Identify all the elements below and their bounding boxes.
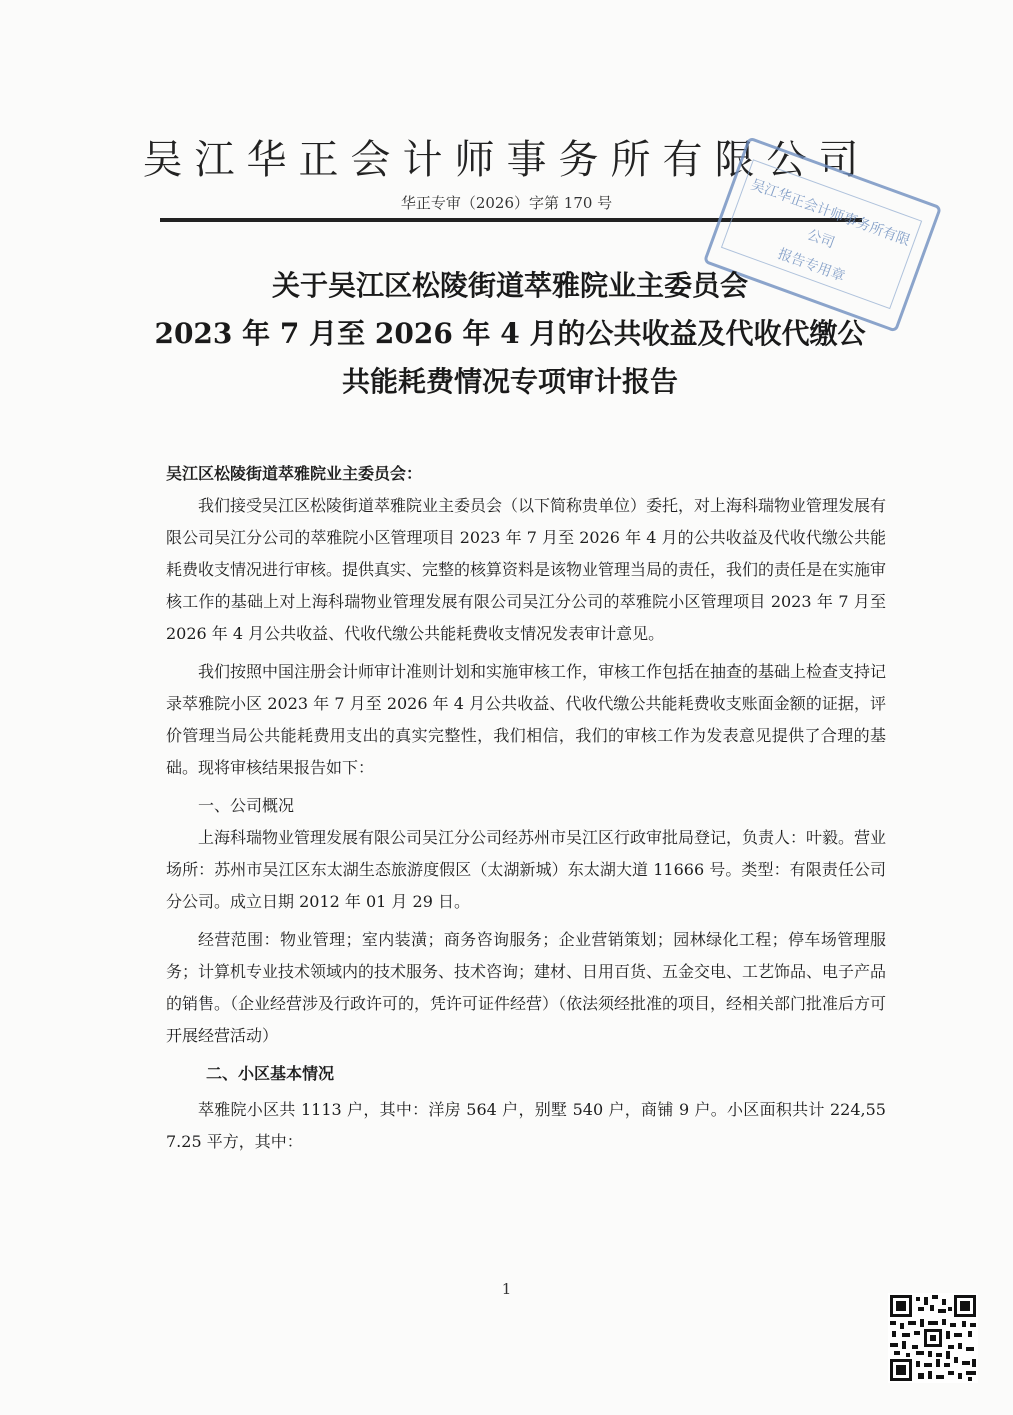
paragraph-audit-scope: 我们按照中国注册会计师审计准则计划和实施审核工作，审核工作包括在抽查的基础上检查支持记录萃雅院小区 2023 年 7 月至 2026 年 4 月公共收益、代收代缴公共能耗费收支账面金额的证据，评价管理当局公共能耗费用支出的真实完整性，我们相信，我们的审核工作为发表意见提供了合理的基础。现将审核结果报告如下： [166, 662, 887, 777]
title-line-2: 2023 年 7 月至 2026 年 4 月的公共收益及代收代缴公 [154, 317, 866, 350]
paragraph-engagement: 我们接受吴江区松陵街道萃雅院业主委员会（以下简称贵单位）委托，对上海科瑞物业管理发展有限公司吴江分公司的萃雅院小区管理项目 2023 年 7 月至 2026 年 4 月的公共收益及代收代缴公共能耗费收支情况进行审核。提供真实、完整的核算资料是该物业管理当局的责任，我们的责任是在实施审核工作的基础上对上海科瑞物业管理发展有限公司吴江分公司的萃雅院小区管理项目 2023 年 7 月至 2026 年 4 月公共收益、代收代缴公共能耗费收支情况发表审计意见。 [166, 496, 887, 643]
qr-code-icon [888, 1293, 978, 1383]
paragraph-community-stats: 萃雅院小区共 1113 户，其中：洋房 564 户，别墅 540 户，商铺 9 户。小区面积共计 224,557.25 平方，其中： [166, 1100, 886, 1151]
report-number: 华正专审（2026）字第 170 号 [400, 194, 613, 212]
title-line-3: 共能耗费情况专项审计报告 [341, 365, 678, 398]
report-title [150, 262, 870, 406]
paragraph-business-scope: 经营范围：物业管理；室内装潢；商务咨询服务；企业营销策划；园林绿化工程；停车场管理服务；计算机专业技术领域内的技术服务、技术咨询；建材、日用百货、五金交电、工艺饰品、电子产品的销售。（企业经营涉及行政许可的，凭许可证件经营）（依法须经批准的项目，经相关部门批准后方可开展经营活动） [166, 930, 887, 1045]
stamp-line-2: 报告专用章 [775, 246, 847, 286]
qr-code-graphic [888, 1293, 978, 1383]
section-heading-company-overview: 一、公司概况 [198, 796, 295, 815]
page-number: 1 [501, 1280, 512, 1298]
report-body [166, 458, 886, 1164]
stamp-line-1: 吴江华正会计师事务所有限公司 [748, 176, 913, 252]
firm-name: 吴江华正会计师事务所有限公司 [142, 137, 871, 183]
title-line-1: 关于吴江区松陵街道萃雅院业主委员会 [271, 269, 748, 302]
section-heading-community-info: 二、小区基本情况 [206, 1064, 335, 1083]
paragraph-company-registration: 上海科瑞物业管理发展有限公司吴江分公司经苏州市吴江区行政审批局登记，负责人：叶毅。营业场所：苏州市吴江区东太湖生态旅游度假区（太湖新城）东太湖大道 11666 号。类型：有限责任公司分公司。成立日期 2012 年 01 月 29 日。 [166, 828, 887, 911]
salutation: 吴江区松陵街道萃雅院业主委员会： [166, 464, 423, 483]
